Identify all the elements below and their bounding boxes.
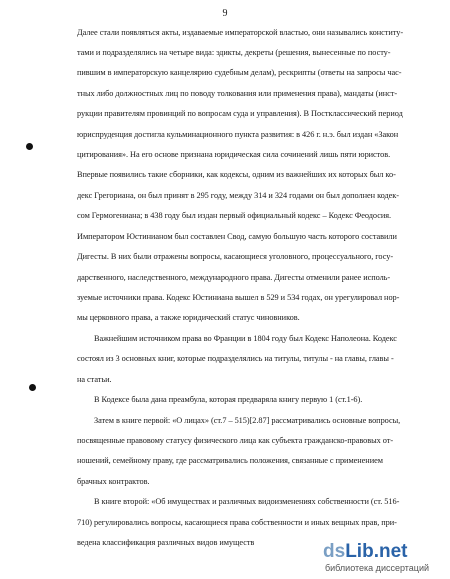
text-line: на статьи.	[77, 375, 112, 384]
watermark-logo-net: .net	[373, 541, 408, 562]
text-line: 710) регулировались вопросы, касающиеся права собственности и иных вещных прав, при-	[77, 518, 397, 527]
text-line: зуемые источники права. Кодекс Юстиниана вышел в 529 и 534 годах, он урегулировал нор-	[77, 293, 400, 302]
page-number: 9	[222, 8, 228, 19]
text-line: брачных контрактов.	[77, 477, 150, 486]
text-line: Впервые появились такие сборники, как кодексы, одним из важнейших их которых был ко-	[77, 170, 396, 179]
watermark-logo-ds: ds	[323, 541, 346, 562]
text-line: цитирования». На его основе признана юридическая сила сочинений лишь пяти юристов.	[77, 150, 391, 159]
text-line: пившим в императорскую канцелярию судебным делам), рескрипты (ответы на запросы час-	[77, 68, 402, 77]
text-line: В Кодексе была дана преамбула, которая предваряла книгу первую 1 (ст.1-6).	[94, 395, 363, 404]
text-line: состоял из 3 основных книг, которые подразделялись на титулы, титулы - на главы, главы -	[77, 354, 394, 363]
watermark-logo	[323, 542, 407, 562]
text-line: декс Грегориана, он был принят в 295 году, между 314 и 324 годами он был дополнен кодек-	[77, 191, 399, 200]
text-line: В книге второй: «Об имуществах и различных видоизменениях собственности (ст. 516-	[94, 497, 400, 506]
text-line: тных либо должностных лиц по поводу толкования или применения права), мандаты (инст-	[77, 89, 398, 98]
text-line: сом Гермогениана; в 438 году был издан первый официальный кодекс – Кодекс Феодосия.	[77, 211, 392, 220]
text-line: Дигесты. В них были отражены вопросы, касающиеся уголовного, процессуального, госу-	[77, 252, 394, 261]
text-line: юриспруденция достигла кульминационного пункта развития: в 426 г. н.э. был издан «Закон	[77, 130, 399, 139]
text-line: Затем в книге первой: «О лицах» (ст.7 – 515)[2.87] рассматривались основные вопросы,	[94, 416, 401, 425]
punch-hole-mark	[26, 143, 33, 150]
watermark-subtitle: библиотека диссертаций	[325, 563, 430, 573]
punch-hole-mark	[29, 384, 36, 391]
text-line: Важнейшим источником права во Франции в 1804 году был Кодекс Наполеона. Кодекс	[94, 334, 397, 343]
text-line: ношений, семейному праву, где рассматривались положения, связанные с применением	[77, 456, 383, 465]
text-line: Далее стали появляться акты, издаваемые императорской властью, они назывались конститу-	[77, 28, 404, 37]
text-line: посвященные правовому статусу физического лица как субъекта гражданско-правовых от-	[77, 436, 394, 445]
text-line: ведена классификация различных видов имуществ	[77, 538, 255, 547]
text-line: Императором Юстинианом был составлен Свод, самую большую часть которого составили	[77, 232, 397, 241]
text-line: дарственного, наследственного, международного права. Дигесты отменили ранее исполь-	[77, 273, 391, 282]
watermark	[323, 542, 447, 576]
watermark-logo-lib: Lib	[345, 541, 374, 562]
text-line: тами и подразделялись на четыре вида: эдикты, декреты (решения, вынесенные по посту-	[77, 48, 391, 57]
text-line: мы церковного права, а также юридический статус чиновников.	[77, 313, 300, 322]
text-line: рукции правителям провинций по вопросам суда и управления). В Постклассический период	[77, 109, 403, 118]
